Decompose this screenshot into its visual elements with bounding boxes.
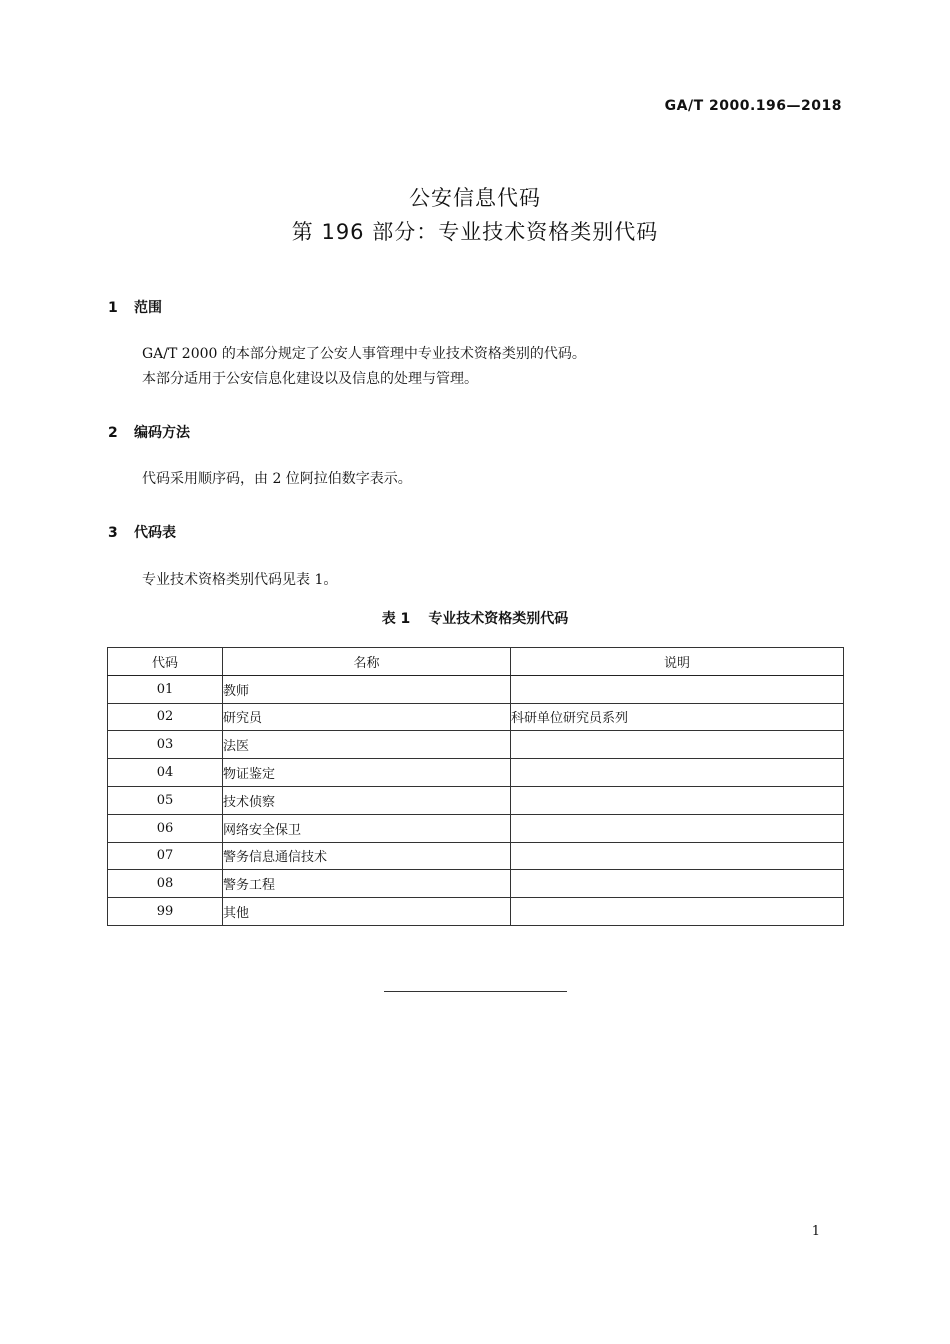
cell-description [511, 814, 844, 842]
table-row [108, 675, 844, 703]
table-caption-title: 专业技术资格类别代码 [428, 611, 569, 627]
cell-code: 02 [108, 703, 223, 731]
cell-code: 06 [108, 814, 223, 842]
cell-description [511, 842, 844, 870]
code-table-paragraph [142, 568, 337, 593]
table-row [108, 731, 844, 759]
document-subtitle: 第 196 部分：专业技术资格类别代码 [291, 220, 659, 244]
cell-description [511, 731, 844, 759]
page-number: 1 [811, 1224, 820, 1239]
section-number: 2 [108, 425, 118, 441]
table-row [108, 842, 844, 870]
section-heading-coding-method [108, 422, 190, 442]
cell-code: 99 [108, 898, 223, 926]
table-caption [0, 608, 950, 628]
cell-code: 05 [108, 786, 223, 814]
cell-description [511, 786, 844, 814]
cell-description: 科研单位研究员系列 [511, 703, 844, 731]
cell-name: 网络安全保卫 [223, 814, 511, 842]
cell-description [511, 759, 844, 787]
table-row [108, 814, 844, 842]
section-number: 1 [108, 300, 118, 316]
cell-description [511, 870, 844, 898]
cell-name: 物证鉴定 [223, 759, 511, 787]
section-heading-code-table [108, 522, 176, 542]
section-heading-scope [108, 297, 162, 317]
cell-name: 警务工程 [223, 870, 511, 898]
column-header-name: 名称 [223, 648, 511, 676]
cell-code: 04 [108, 759, 223, 787]
table-row [108, 759, 844, 787]
end-of-document-rule [384, 991, 567, 992]
cell-name: 教师 [223, 675, 511, 703]
cell-code: 08 [108, 870, 223, 898]
scope-paragraph [142, 342, 586, 392]
table-row [108, 898, 844, 926]
table-row [108, 870, 844, 898]
standard-number: GA/T 2000.196—2018 [664, 98, 842, 114]
section-title: 范围 [134, 300, 162, 316]
section-number: 3 [108, 525, 118, 541]
cell-name: 法医 [223, 731, 511, 759]
table-row [108, 703, 844, 731]
paragraph-line: 本部分适用于公安信息化建设以及信息的处理与管理。 [142, 371, 478, 387]
cell-name: 研究员 [223, 703, 511, 731]
section-title: 编码方法 [134, 425, 190, 441]
cell-name: 警务信息通信技术 [223, 842, 511, 870]
paragraph-line: GA/T 2000 的本部分规定了公安人事管理中专业技术资格类别的代码。 [142, 346, 586, 362]
cell-code: 01 [108, 675, 223, 703]
paragraph-line: 专业技术资格类别代码见表 1。 [142, 572, 338, 588]
cell-code: 07 [108, 842, 223, 870]
cell-description [511, 675, 844, 703]
code-table [107, 647, 844, 926]
column-header-description: 说明 [511, 648, 844, 676]
cell-name: 其他 [223, 898, 511, 926]
cell-name: 技术侦察 [223, 786, 511, 814]
section-title: 代码表 [134, 525, 176, 541]
document-title: 公安信息代码 [409, 186, 541, 210]
table-row [108, 786, 844, 814]
paragraph-line: 代码采用顺序码，由 2 位阿拉伯数字表示。 [142, 471, 412, 487]
cell-description [511, 898, 844, 926]
table-header-row [108, 648, 844, 676]
cell-code: 03 [108, 731, 223, 759]
table-caption-number: 表 1 [381, 611, 411, 627]
coding-method-paragraph [142, 467, 412, 492]
column-header-code: 代码 [108, 648, 223, 676]
